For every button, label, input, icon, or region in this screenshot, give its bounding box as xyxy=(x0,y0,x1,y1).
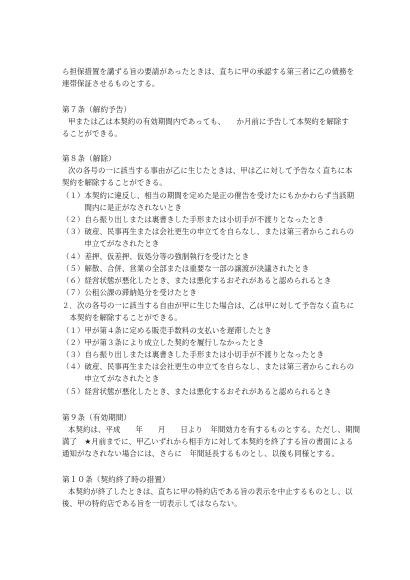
article-7-line: ることができる。 xyxy=(62,129,122,138)
article-8-paragraph-2-line: ２．次の各号の一に該当する自由が甲に生じた場合は、乙は甲に対して予告なく直ちに xyxy=(62,301,355,310)
article-9-line: 本契約は、平成 年 月 日より 年間効力を有するものとする。ただし、期間 xyxy=(68,425,361,434)
list-item: 申立てがなされたとき xyxy=(62,239,160,248)
article-10-line: 後、甲の特約店である旨を一切表示してはならない。 xyxy=(62,499,242,508)
list-item: （１）本契約に違反し、相当の期間を定めた是正の催告を受けたにもかかわらず当該期 xyxy=(62,191,355,200)
article-8-heading: 第８条（解除） xyxy=(62,154,116,163)
list-item: 間内に是正がなされないとき xyxy=(62,203,182,212)
list-item: 申立てがなされたとき xyxy=(62,374,160,383)
list-item: （４）差押、仮差押、仮処分等の強制執行を受けたとき xyxy=(62,252,250,261)
list-item: （４）破産、民事再生または会社更生の申立てを自らなし、または第三者からこれらの xyxy=(62,362,355,371)
list-item: （３）破産、民事再生または会社更生の申立てを自らなし、または第三者からこれらの xyxy=(62,227,355,236)
list-item: （３）自ら振り出しまたは裏書きした手形または小切手が不渡りとなったとき xyxy=(62,350,325,359)
list-item: （６）経営状態が悪化したとき、または悪化するおそれがあると認められるとき xyxy=(62,276,332,285)
list-item: （２）甲が第３条により成立した契約を履行しなかったとき xyxy=(62,338,265,347)
article-7-line: 甲または乙は本契約の有効期間内であっても、 か月前に予告して本契約を解除す xyxy=(68,117,349,126)
article-9-line: 通知がなされない場合には、さらに 年間延長するものとし、以後も同様とする。 xyxy=(62,449,340,458)
intro-line: ら担保措置を講ずる旨の要請があったときは、直ちに甲の承認する第三者に乙の債務を xyxy=(62,67,355,76)
list-item: （１）甲が第４条に定める販売手数料の支払いを遅滞したとき xyxy=(62,326,272,335)
article-8-paragraph-line: 次の各号の一に該当する事由が乙に生じたときは、甲は乙に対して予告なく直ちに本 xyxy=(68,166,353,175)
article-8-paragraph-line: 契約を解除することができる。 xyxy=(62,178,167,187)
list-item: （７）公租公課の滞納処分を受けたとき xyxy=(62,288,197,297)
list-item: （５）経営状態が悪化したとき、または悪化するおそれがあると認められるとき xyxy=(62,387,332,396)
list-item: （５）解散、合併、営業の全部または重要な一部の譲渡が決議されたとき xyxy=(62,264,310,273)
article-8-paragraph-2-line: 本契約を解除することができる。 xyxy=(62,313,182,322)
list-item: （２）自ら振り出しまたは裏書きした手形または小切手が不渡りとなったとき xyxy=(62,215,325,224)
article-10-line: 本契約が終了したときは、直ちに甲の特約店である旨の表示を中止するものとし、以 xyxy=(68,487,353,496)
article-9-line: 満了 ★月前までに、甲乙いずれから相手方に対して本契約を終了する旨の書面による xyxy=(62,437,354,446)
article-7-heading: 第７条（解約予告） xyxy=(62,105,132,114)
intro-line: 連帯保証させるものとする。 xyxy=(62,79,160,88)
article-10-heading: 第１０条（契約終了時の措置） xyxy=(62,475,170,484)
article-9-heading: 第９条（有効期間） xyxy=(62,413,132,422)
